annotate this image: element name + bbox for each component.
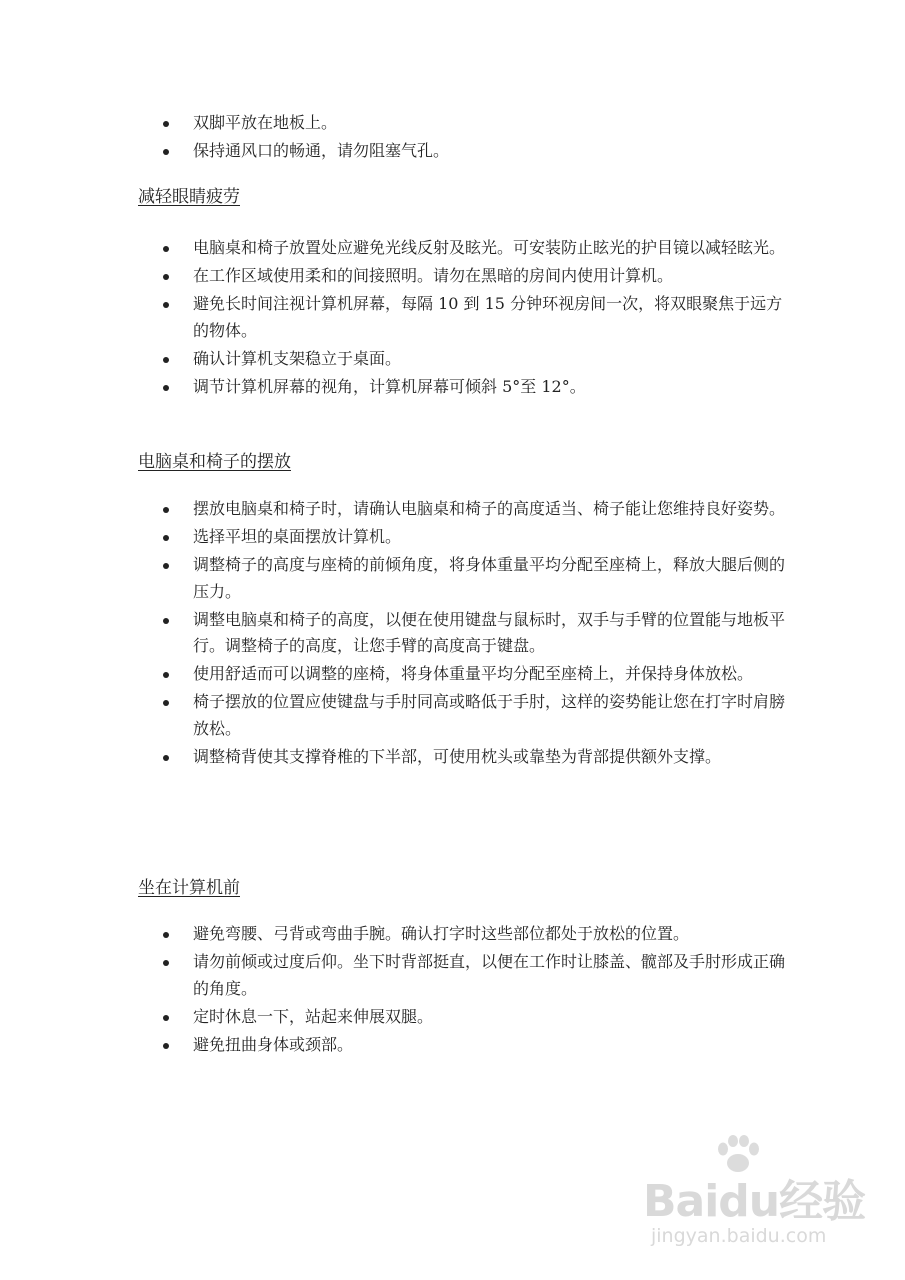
list-item-text: 调整椅子的高度与座椅的前倾角度，将身体重量平均分配至座椅上，释放大腿后侧的压力。 xyxy=(193,555,786,601)
bullet-icon xyxy=(163,246,169,252)
list-item xyxy=(0,949,905,1002)
bullet-icon xyxy=(163,672,169,678)
list-item-text: 调整电脑桌和椅子的高度，以便在使用键盘与鼠标时，双手与手臂的位置能与地板平行。调整椅子的高度，让您手臂的高度高于键盘。 xyxy=(193,609,786,655)
bullet-icon xyxy=(163,121,169,127)
list-item-text: 在工作区域使用柔和的间接照明。请勿在黑暗的房间内使用计算机。 xyxy=(193,266,674,285)
list-item-text: 调节计算机屏幕的视角，计算机屏幕可倾斜 5°至 12°。 xyxy=(193,376,586,396)
bullet-icon xyxy=(163,960,169,966)
list-item xyxy=(0,235,905,262)
list-item xyxy=(0,524,905,551)
list-item-text: 选择平坦的桌面摆放计算机。 xyxy=(193,527,402,546)
list-item-text: 保持通风口的畅通，请勿阻塞气孔。 xyxy=(193,141,450,160)
bullet-icon xyxy=(163,932,169,938)
list-item-text: 请勿前倾或过度后仰。坐下时背部挺直，以便在工作时让膝盖、髋部及手肘形成正确的角度。 xyxy=(193,952,786,998)
bullet-icon xyxy=(163,149,169,155)
bullet-icon xyxy=(163,507,169,513)
section-list xyxy=(0,496,905,772)
list-item-text: 椅子摆放的位置应使键盘与手肘同高或略低于手肘，这样的姿势能让您在打字时肩膀放松。 xyxy=(193,692,786,738)
list-item xyxy=(0,346,905,373)
list-item xyxy=(0,374,905,401)
list-item xyxy=(0,496,905,523)
list-item-text: 定时休息一下，站起来伸展双腿。 xyxy=(193,1006,434,1026)
bullet-icon xyxy=(163,274,169,280)
watermark-url: jingyan.baidu.com xyxy=(651,1225,827,1247)
list-item-text: 避免扭曲身体或颈部。 xyxy=(193,1034,354,1054)
list-item xyxy=(0,110,905,137)
list-item xyxy=(0,291,905,344)
bullet-icon xyxy=(163,1043,169,1049)
bullet-icon xyxy=(163,1015,169,1021)
watermark-logo: Baidu经验 xyxy=(643,1176,866,1227)
list-item xyxy=(0,744,905,771)
section-list xyxy=(0,921,905,1060)
bullet-icon xyxy=(163,618,169,624)
baidu-watermark xyxy=(643,1135,866,1265)
list-item-text: 双脚平放在地板上。 xyxy=(193,113,338,132)
list-item-text: 电脑桌和椅子放置处应避免光线反射及眩光。可安装防止眩光的护目镜以减轻眩光。 xyxy=(193,238,786,257)
list-item-text: 确认计算机支架稳立于桌面。 xyxy=(193,348,402,368)
bullet-icon xyxy=(163,755,169,761)
section-list xyxy=(0,235,905,402)
list-item xyxy=(0,607,905,660)
list-item xyxy=(0,921,905,948)
list-item xyxy=(0,1032,905,1059)
list-item-text: 使用舒适而可以调整的座椅，将身体重量平均分配至座椅上，并保持身体放松。 xyxy=(193,664,754,683)
bullet-icon xyxy=(163,385,169,391)
list-item xyxy=(0,263,905,290)
bullet-icon xyxy=(163,302,169,308)
list-item xyxy=(0,138,905,165)
list-item-text: 摆放电脑桌和椅子时，请确认电脑桌和椅子的高度适当、椅子能让您维持良好姿势。 xyxy=(193,499,786,518)
list-item-text: 调整椅背使其支撑脊椎的下半部，可使用枕头或靠垫为背部提供额外支撑。 xyxy=(193,746,722,766)
list-item xyxy=(0,552,905,605)
section-heading: 坐在计算机前 xyxy=(138,878,240,898)
list-item xyxy=(0,689,905,742)
bullet-icon xyxy=(163,535,169,541)
list-item-text: 避免长时间注视计算机屏幕，每隔 10 到 15 分钟环视房间一次，将双眼聚焦于远方的物体。 xyxy=(193,294,783,340)
section-heading: 减轻眼睛疲劳 xyxy=(138,187,240,207)
bullet-icon xyxy=(163,563,169,569)
list-item xyxy=(0,661,905,688)
intro-list xyxy=(0,110,905,166)
list-item-text: 避免弯腰、弓背或弯曲手腕。确认打字时这些部位都处于放松的位置。 xyxy=(193,924,690,943)
bullet-icon xyxy=(163,357,169,363)
bullet-icon xyxy=(163,700,169,706)
list-item xyxy=(0,1004,905,1031)
section-heading: 电脑桌和椅子的摆放 xyxy=(138,452,291,472)
